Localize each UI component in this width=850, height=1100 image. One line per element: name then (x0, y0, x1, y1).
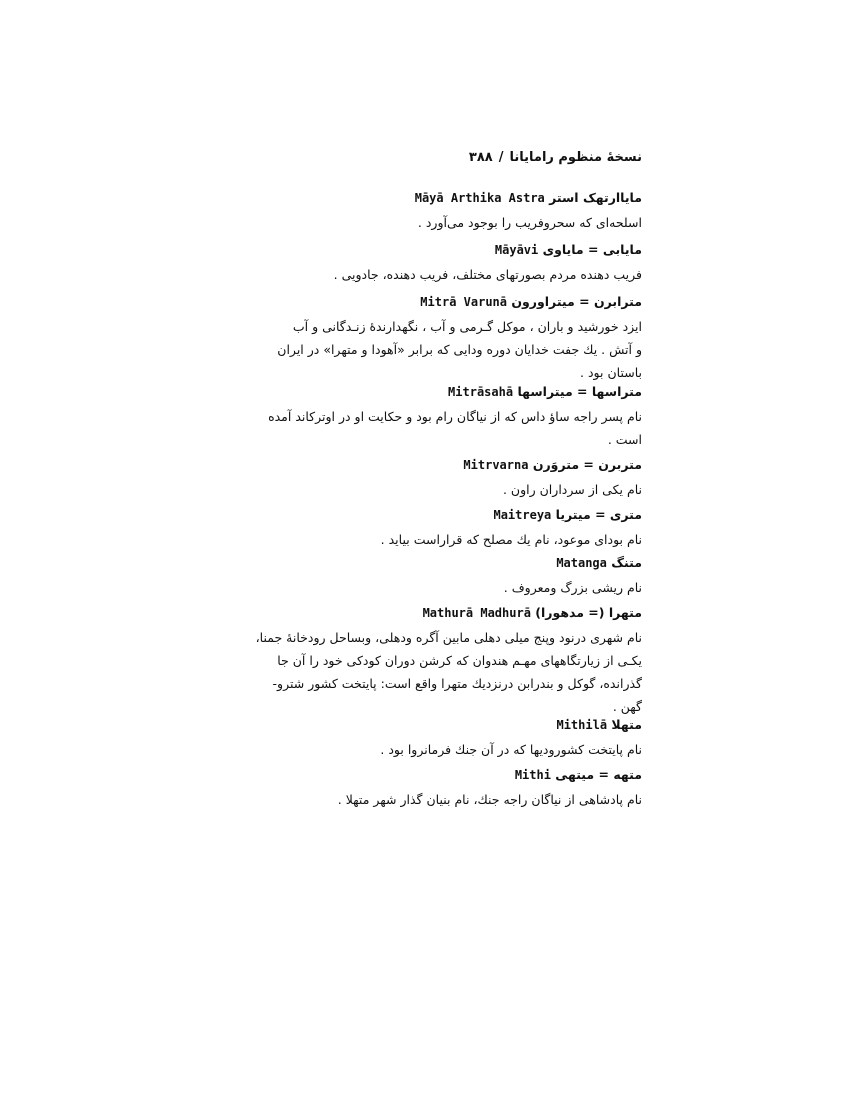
entry-headword (230, 383, 642, 401)
headword-transliteration: Mitrā Varunā (420, 295, 507, 309)
entry-headword (230, 716, 642, 734)
entry-definition (230, 315, 642, 384)
definition-line: باستان بود . (580, 365, 642, 380)
entry-definition (230, 738, 642, 761)
headword-transliteration: Māyāvi (494, 243, 539, 257)
headword-persian: متری = میتریا (555, 507, 642, 522)
definition-line: نام یکی از سرداران راون . (502, 482, 642, 497)
entry-headword (230, 293, 642, 311)
header-separator: / (498, 150, 504, 165)
headword-transliteration: Mithi (514, 768, 551, 782)
definition-line: یکـی از زیارتگاههای مهـم هندوان که کرشن دوران کودکی خود را آن جا (277, 653, 642, 668)
definition-line: ایزد خورشید و باران ، موکل گـرمی و آب ، نگهدارندهٔ زنـدگانی و آب (292, 319, 642, 334)
dictionary-entry (230, 293, 642, 384)
definition-line: نام بودای موعود، نام یك مصلح که قراراست بیاید . (380, 532, 642, 547)
headword-persian: مایابی = مایاوی (542, 242, 642, 257)
definition-line: گهن . (612, 699, 642, 714)
page-header (300, 150, 642, 165)
headword-transliteration: Mitrāsahā (448, 385, 514, 399)
entry-headword (230, 554, 642, 572)
running-title: نسخهٔ منظوم رامایانا (509, 150, 642, 165)
dictionary-entry (230, 383, 642, 451)
definition-line: نام پایتخت کشورودیها که در آن جنك فرمانروا بود . (380, 742, 642, 757)
entry-headword (230, 189, 642, 207)
dictionary-entry (230, 554, 642, 599)
entry-definition (230, 528, 642, 551)
definition-line: گذرانده، گوکل و بندرابن درنزدیك متهرا واقع است: پایتخت کشور شترو- (272, 676, 642, 691)
entry-definition (230, 626, 642, 718)
entry-definition (230, 211, 642, 234)
dictionary-entry (230, 604, 642, 718)
definition-line: نام پادشاهی از نیاگان راجه جنك، نام بنیان گذار شهر متهلا . (337, 792, 642, 807)
entry-definition (230, 788, 642, 811)
dictionary-entry (230, 716, 642, 761)
headword-persian: متهلا (611, 717, 642, 732)
dictionary-entry (230, 456, 642, 501)
page-number: ۳۸۸ (468, 150, 493, 165)
definition-line: نام ریشی بزرگ ومعروف . (503, 580, 642, 595)
headword-transliteration: Mathurā Madhurā (422, 606, 531, 620)
headword-persian: متراسها = میتراسها (517, 384, 642, 399)
headword-persian: مایاارتهک استر (549, 190, 642, 205)
definition-line: نام شهری درنود وپنج میلی دهلی مابین آگره ودهلی، وبساحل رودخانهٔ جمنا، (255, 630, 642, 645)
definition-line: فریب دهنده مردم بصورتهای مختلف، فریب دهنده، جادویی . (333, 267, 642, 282)
dictionary-entry (230, 189, 642, 234)
definition-line: اسلحه‌ای که سحروفریب را بوجود می‌آورد . (417, 215, 642, 230)
definition-line: است . (607, 432, 642, 447)
headword-transliteration: Māyā Arthika Astra (414, 191, 545, 205)
definition-line: نام پسر راجه ساؤ داس که از نیاگان رام بود و حکایت او در اوترکاند آمده (268, 409, 642, 424)
entry-definition (230, 405, 642, 451)
definition-line: و آتش . یك جفت خدایان دوره ودایی که برابر «آهودا و متهرا» در ایران (277, 342, 642, 357)
dictionary-entry (230, 766, 642, 811)
entry-definition (230, 478, 642, 501)
headword-transliteration: Mithilā (556, 718, 608, 732)
entry-headword (230, 241, 642, 259)
headword-persian: متهه = میتهی (555, 767, 642, 782)
entry-headword (230, 604, 642, 622)
entry-headword (230, 766, 642, 784)
headword-transliteration: Mitrvarna (463, 458, 529, 472)
dictionary-entry (230, 241, 642, 286)
entry-headword (230, 456, 642, 474)
entry-headword (230, 506, 642, 524)
headword-persian: متنگ (611, 555, 642, 570)
entry-definition (230, 263, 642, 286)
entry-definition (230, 576, 642, 599)
headword-persian: متربرن = متروَرن (532, 457, 642, 472)
dictionary-entry (230, 506, 642, 551)
headword-transliteration: Matanga (556, 556, 607, 570)
headword-persian: متهرا (= مدهورا) (535, 605, 642, 620)
headword-persian: مترابرن = میتراورون (511, 294, 642, 309)
headword-transliteration: Maitreya (493, 508, 552, 522)
